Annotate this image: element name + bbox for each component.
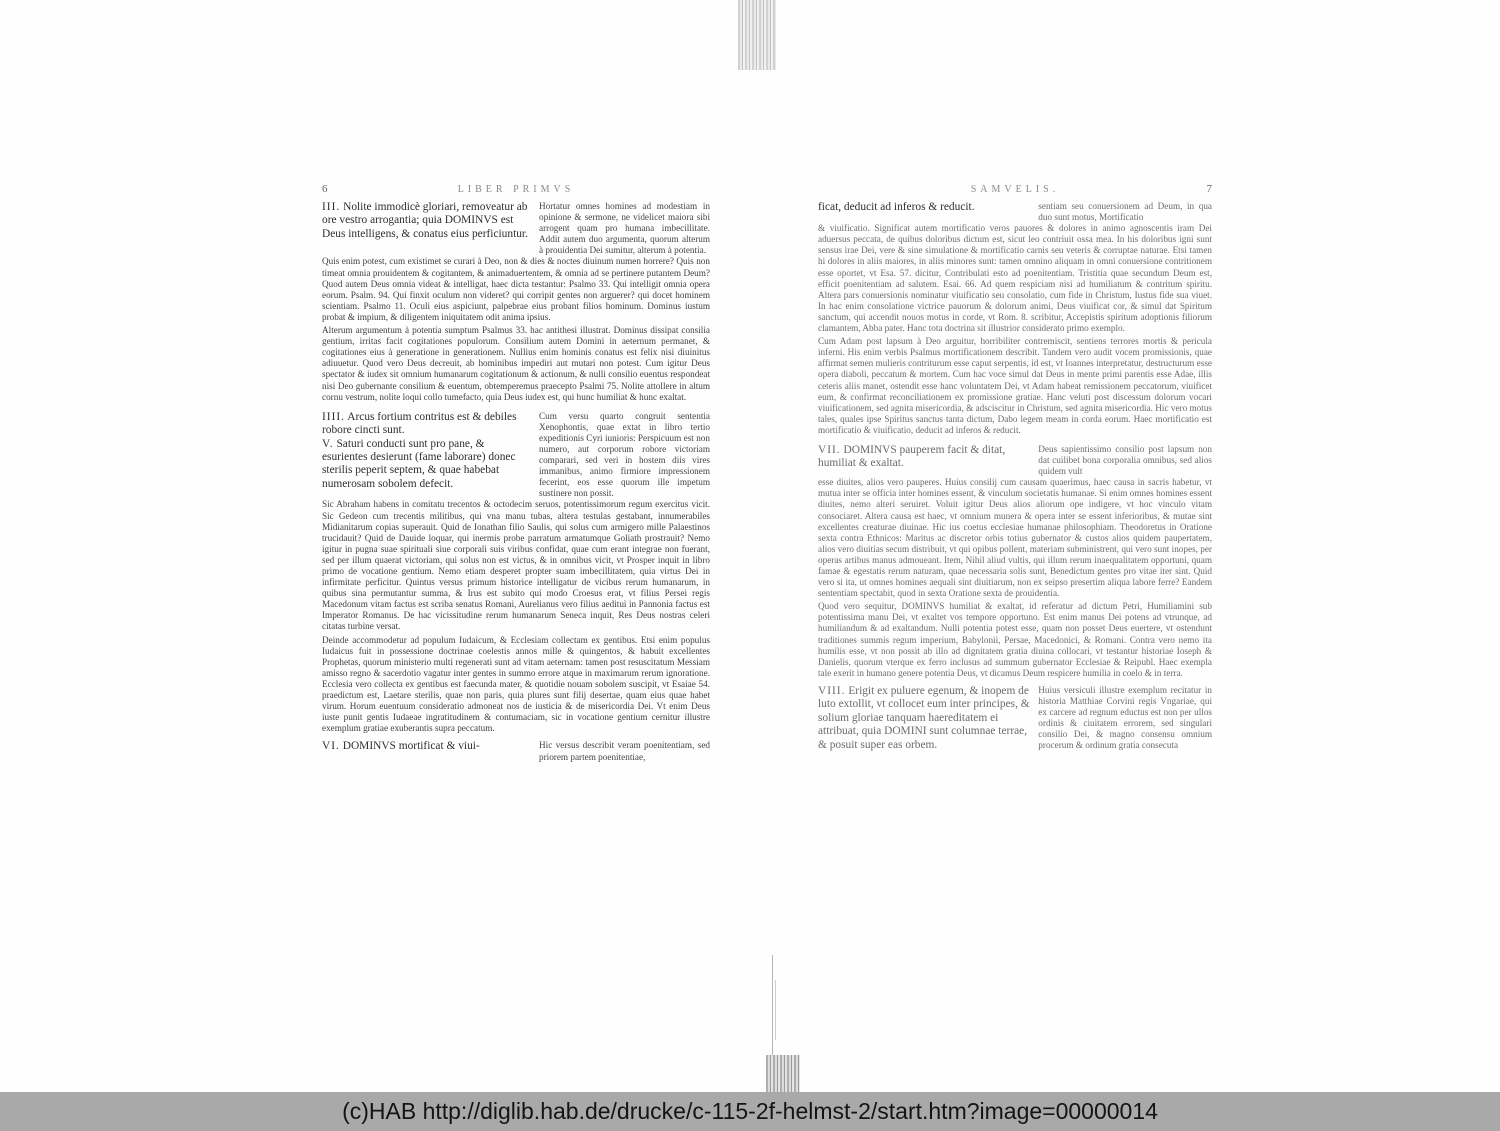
verse-7-block	[818, 444, 1212, 477]
verse-6-numeral: VI.	[322, 740, 340, 753]
verse-3-numeral: III.	[322, 201, 341, 213]
right-running-head	[818, 183, 1212, 197]
right-paragraph-c: esse diuites, alios vero pauperes. Huius consilij cum causam quaerimus, haec causa in sacris habetur, vt mutua inter se officia inter homines essent, & vinculum societatis humanae. Si enim omnes homines essent diuites, nemo alteri seruiret. Voluit igitur Deus alios aliorum ope indigere, vt hoc vinculo vitam consociaret. Altera causa est haec, vt omnium munera & opera inter se essent inferioribus, & mutae sint excellentes creaturae diuinae. Hic ius coetus ecclesiae humanae philosophiam. Theodoretus in Oratione sexta contra Ethnicos: Maritus ac discretor orbis totius gubernator & custos alios quidem paupertatem, alios vero diuitias secum distribuit, vt qui opibus pollent, materiam subministrent, qui vero sunt inopes, per operas artibus manus admoueant. Item, Nihil aliud vultis, qui illum rerum inaequalitatem opportuni, quam famae & egestatis rerum naturam, quae necessaria solis sunt, Benedictum gentes pro vitae iter sint. Quid vero si ita, ut omnes homines aequali sint diuitiarum, non ex seipso presertim aliqua labore ferre? Eandem sententiam spectabit, quod in sexta Oratione sexta de prouidentia.	[818, 477, 1212, 599]
verse-4-5-block	[322, 411, 710, 500]
right-page	[818, 183, 1212, 752]
verse-4-numeral: IIII.	[322, 410, 346, 423]
verse-7-text: DOMINVS pauperem facit & ditat, humiliat & exaltat.	[818, 443, 1006, 470]
verse-6-gloss: Hic versus describit veram poenitentiam, sed priorem partem poenitentiae,	[539, 740, 710, 762]
verse-7-gloss: Deus sapientissimo consilio post lapsum non dat cuilibet bona corporalia omnibus, sed alios quidem vult	[1038, 443, 1212, 477]
left-running-title: LIBER PRIMVS	[457, 184, 575, 195]
verse-7	[818, 444, 1030, 477]
verse-8-text: Erigit ex puluere egenum, & inopem de luto extollit, vt collocet eum inter principes, & solium gloriae tanquam haereditatem ei attribuat, quia DOMINI sunt columnae terrae, & posuit super eas orbem.	[818, 684, 1030, 751]
verse-6-continued-gloss: sentiam seu conuersionem ad Deum, in qua duo sunt motus, Mortificatio	[1038, 201, 1212, 223]
verse-5-numeral: V.	[322, 437, 334, 450]
copyright-footer	[0, 1092, 1500, 1131]
left-paragraph-c: Sic Abraham habens in comitatu trecentos & octodecim seruos, potentissimorum regum exercitus vicit. Sic Gedeon cum trecentis militibus, qui vna manu tubas, altera testulas gestabant, innumerabiles Midianitarum copias superauit. Quid de Ionathan filio Saulis, qui solus cum armigero mille Palaestinos trucidauit? Quid de Dauide loquar, qui inermis probe parratum armatumque Goliath prostrauit? Nemo igitur in pugna suae spirituali siue corporali suis viribus confidat, quae cum erant integrae non fuerant, sed per illum quaerat victoriam, qui solus non est victus, & in omnibus vicit, vt Prosper inquit in libro primo de vocatione gentium. Nemo etiam desperet propter suam imbecillitatem, quia virtus Dei in infirmitate perficitur. Quintus versus primum historice intelligatur de vicibus rerum humanarum, in quibus sina permutantur summa, & Irus est subito qui modo Croesus erat, vt filius Persei regis Macedonum vitam factus est scriba senatus Romani, Aurelianus vero filius aedituì in Pannonia factus est Imperator Romanus. De hac vicissitudine rerum humanarum Seneca inquit, Res Deus nostras celeri citatas turbine versat.	[322, 499, 710, 632]
left-body-c	[322, 499, 710, 734]
verse-7-numeral: VII.	[818, 443, 841, 456]
verse-6-continued-block	[818, 201, 1212, 223]
right-paragraph-d: Quod vero sequitur, DOMINVS humiliat & exaltat, id referatur ad dictum Petri, Humiliamini sub potentissima manu Dei, vt exaltet vos tempore opportuno. Est enim manus Dei potens ad vtrunque, ad humiliandum & ad exaltandum. Nulli potentia potest esse, quam non posset Deus euertere, vt ostendunt traditiones summis regum imperium, Babylonii, Persae, Macedonici, & Romani. Contra vero nemo ita humilis esse, vt non possit ab illo ad dignitatem gratia diuina collocari, vt testantur historiae Ioseph & Danielis, quorum vterque ex ferro inclusus ad summum gubernator Ecclesiae & Reipubl. Haec exempla tale exerit in humano genere potentia Deus, vt dicamus Deum respicere humilia in coelo & in terra.	[818, 601, 1212, 678]
left-page	[322, 183, 710, 763]
verse-3-text: Nolite immodicè gloriari, removeatur ab ore vestro arrogantia; quia DOMINVS est Deus intelligens, & conatus eius perficiuntur.	[322, 201, 528, 240]
gutter-shadow-top	[738, 0, 776, 70]
verse-4-gloss: Cum versu quarto congruit sententia Xenophontis, quae extat in libro tertio expeditionis Cyri iunioris: Perspicuum est non numero, aut corporum robore victoriam comparari, sed veri in hostem diis vires immanibus, animo firmiore impressionem fecerint, eos esse quorum ille impetum sustinere non possit.	[539, 410, 710, 499]
right-page-number: 7	[1206, 183, 1212, 195]
verse-8	[818, 685, 1030, 752]
verse-8-gloss: Huius versiculi illustre exemplum recitatur in historia Matthiae Corvini regis Vngariae, qui ex carcere ad regnum eductus est non per ullos ordinis & ciuitatem errorem, sed singulari consilio Dei, & magno consensu omnium procerum & ordinum gratia consecuta	[1038, 684, 1212, 751]
right-body-c	[818, 477, 1212, 679]
verse-6-continued: ficat, deducit ad inferos & reducit.	[818, 201, 975, 213]
verse-3-gloss: Hortatur omnes homines ad modestiam in opinione & sermone, ne videlicet maiora sibi arrogent quam pro humana imbecillitate. Addit autem duo argumenta, quorum alterum à prouidentia Dei sumitur, alterum à potentia.	[539, 201, 710, 256]
gutter-shadow-bottom	[766, 1055, 800, 1092]
verse-3-block	[322, 201, 710, 256]
verse-6	[322, 740, 531, 762]
left-running-head	[322, 183, 710, 197]
verse-4-text: Arcus fortium contritus est & debiles robore cincti sunt.	[322, 410, 517, 437]
verse-4-5	[322, 411, 531, 500]
verse-8-block	[818, 685, 1212, 752]
verse-3	[322, 201, 531, 256]
right-running-title: SAMVELIS.	[970, 184, 1060, 195]
copyright-url-text: (c)HAB http://diglib.hab.de/drucke/c-115-2f-helmst-2/start.htm?image=00000014	[342, 1098, 1158, 1124]
verse-6-block	[322, 740, 710, 762]
right-paragraph-b: Cum Adam post lapsum à Deo arguitur, horribiliter contremiscit, sentiens terrores mortis & pericula inferni. His enim verbis Psalmus mortificationem describit. Tandem vero audit vocem promissionis, quae affirmat semen mulieris contriturum esse caput serpentis, id est, vt Ioannes interpretatur, destructurum esse opera diaboli, peccatum & mortem. Cum hac voce simul dat Deus in mente primi parentis esse Adae, illis ceteris aliis manet, ostendit esse hanc voluntatem Dei, vt Adam habeat remissionem peccatorum, viuificet eum, & confirmat reconciliationem ex promissione gratiae. Hanc veluti post discessum dolorum vocari viuificationem, sed agnita misericordia, & adsciscitur in Christum, sed agnita misericordia. Hic vero motus tales, quales ipse Spiritus sanctus tanta dictum, Dabo legem meam in corda eorum. Haec mortificatio est mortificatio & viuificatio, deducit ad inferos & reducit.	[818, 336, 1212, 435]
left-page-number: 6	[322, 183, 328, 195]
right-body-a	[818, 223, 1212, 436]
center-fold-line-secondary	[775, 980, 776, 1040]
left-paragraph-d: Deinde accommodetur ad populum Iudaicum, & Ecclesiam collectam ex gentibus. Etsi enim populus Iudaicus fuit in possessione doctrinae coelestis annos mille & quingentos, & habuit excellentes Prophetas, quorum ministerio multi regenerati sunt ad vitam aeternam: tamen post resuscitatum Messiam amisso regno & sacerdotio vagatur inter gentes in summo errore atque in maximarum rerum ignoratione. Ecclesia vero collecta ex gentibus est faecunda mater, & quotidie nouam sobolem suscipit, vt Esaiae 54. praedictum est, Laetare sterilis, quae non paris, quia plures sunt filij desertae, quam eius quae habet virum. Horum euentuum consideratio admoneat nos de iusticia & de misericordia Dei. Vt enim Deus iuste punit gentis Iudaeae ingratitudinem & contumaciam, sic in vocatione gentium cernitur illustre exemplum gratiae exuberantis supra peccatum.	[322, 634, 710, 734]
verse-8-numeral: VIII.	[818, 684, 846, 697]
left-body-a	[322, 256, 710, 402]
center-fold-line	[772, 955, 773, 1055]
left-paragraph-b: Alterum argumentum à potentia sumptum Psalmus 33. hac antithesi illustrat. Dominus dissipat consilia gentium, irritas facit cogitationes populorum. Consilium autem Domini in aeternum permanet, & cogitationes eius à generatione in generationem. Nullius enim hominis conatus est felix nisi diuinitus adiuuetur. Quod vero Deus decreuit, ab hominibus impediri aut mutari non potest. Cum igitur Deus spectator & iudex sit omnium humanarum cogitationum & actionum, & nulli consilio euentus respondeat nisi Deo gubernante consilium & euentum, obtemperemus praecepto Psalmi 75. Nolite attollere in altum cornu vestrum, nolite loqui collo tumefacto, quia Deus iudex est, qui hunc humiliat & hunc exaltat.	[322, 325, 710, 402]
left-paragraph-a: Quis enim potest, cum existimet se curari à Deo, non & dies & noctes diuinum numen horrere? Quis non timeat omnia prouidentem & cogitantem, & animaduertentem, & omnia ad se pertinere putantem Deum? Quod autem Deus omnia videat & intelligat, haec dicta testantur: Psalmo 33. Qui intelligit omnia opera eorum. Psalm. 94. Qui finxit oculum non videret? qui corripit gentes non arguerer? qui docet hominem scientiam. Psalmo 11. Oculi eius aspiciunt, palpebrae eius probant filios hominum. Dominus iustum probat & impium, & diligentem iniquitatem odit anima ipsius.	[322, 256, 710, 322]
verse-6-text: DOMINVS mortificat & viui-	[342, 740, 480, 753]
verse-5-text: Saturi conducti sunt pro pane, & esurientes desierunt (fame laborare) donec sterilis peperit septem, & quae habebat numerosam sobolem defecit.	[322, 437, 516, 490]
right-paragraph-a: & viuificatio. Significat autem mortificatio veros pauores & dolores in animo agnoscentis iram Dei aduersus peccata, de quibus doloribus dictum est, sicut leo contriuit ossa mea. In his doloribus igni sunt sensus irae Dei, vere & sine simulatione & mortificatio carnis seu veteris & corruptae naturae. Etsi tamen hi dolores in aliis maiores, in aliis minores sunt: tamen omnino aliquam in omni conuersione contritionem esse oportet, vt Esa. 57. dicitur, Contribulati esto ad poenitentiam. Tristitia quae secundum Deum est, efficit poenitentiam ad salutem. Esai. 66. Ad quem respiciam nisi ad humiliatum & contritum spiritu. Altera pars conuersionis nominatur viuificatio seu consolatio, cum fide in Christum, Iustus fide sua viuet. In hac enim consolatione victrice pauorum & dolorum animi, Deus viuificat cor, & simul dat Spiritum sanctum, qui accendit nouos motus in corde, vt Rom. 8. scribitur, Accepistis spiritum adoptionis filiorum clamantem, Abba pater. Hanc tota doctrina sit illustrior considerato primo exemplo.	[818, 223, 1212, 334]
